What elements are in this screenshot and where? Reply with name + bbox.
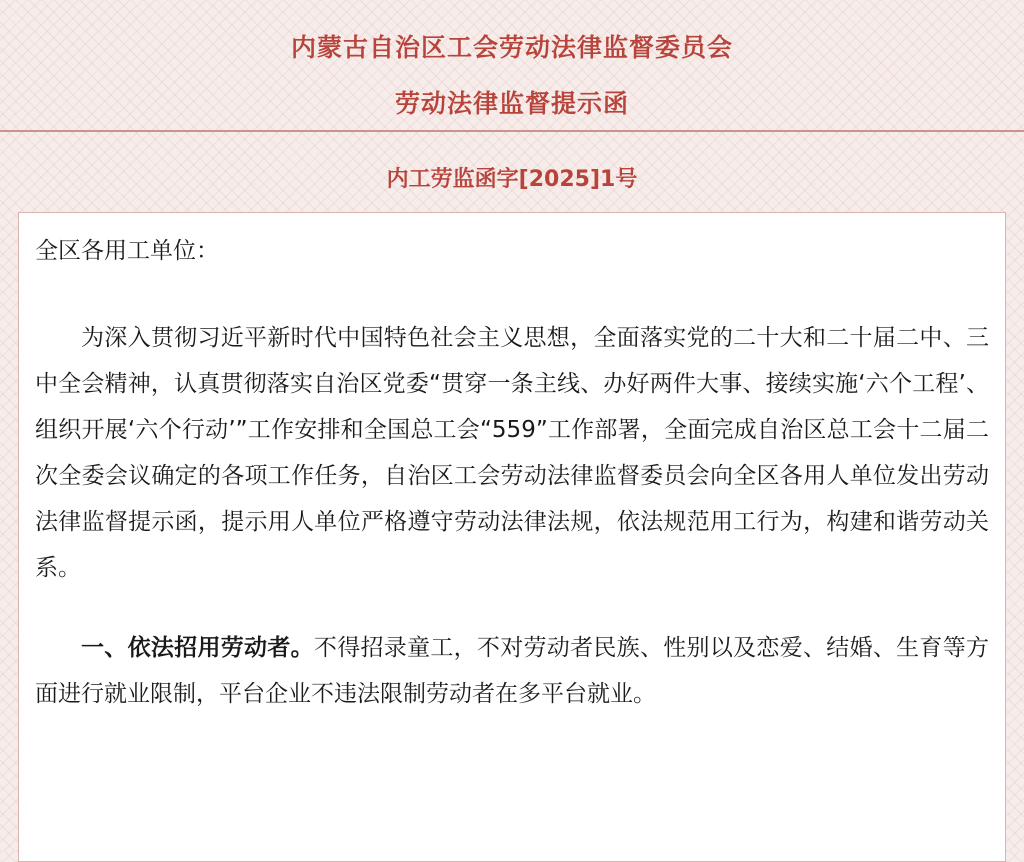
document-number: 内工劳监函字[2025]1号 (386, 167, 638, 192)
letter-body (18, 212, 1006, 862)
item-heading-1: 一、依法招用劳动者。 (81, 635, 314, 661)
organization-name: 内蒙古自治区工会劳动法律监督委员会 (290, 33, 733, 62)
document-title: 劳动法律监督提示函 (394, 89, 629, 118)
letter-header (0, 0, 1024, 132)
item-paragraph-1 (35, 625, 989, 717)
intro-paragraph: 为深入贯彻习近平新时代中国特色社会主义思想，全面落实党的二十大和二十届二中、三中全会精神，认真贯彻落实自治区党委“贯穿一条主线、办好两件大事、接续实施‘六个工程’、组织开展‘六个行动’”工作安排和全国总工会“559”工作部署，全面完成自治区总工会十二届二次全委会议确定的各项工作任务，自治区工会劳动法律监督委员会向全区各用人单位发出劳动法律监督提示函，提示用人单位严格遵守劳动法律法规，依法规范用工行为，构建和谐劳动关系。 (35, 325, 989, 581)
item-text-1: 不得招录童工，不对劳动者民族、性别以及恋爱、结婚、生育等方面进行就业限制，平台企业不违法限制劳动者在多平台就业。 (35, 635, 990, 707)
salutation: 全区各用工单位： (35, 238, 219, 264)
